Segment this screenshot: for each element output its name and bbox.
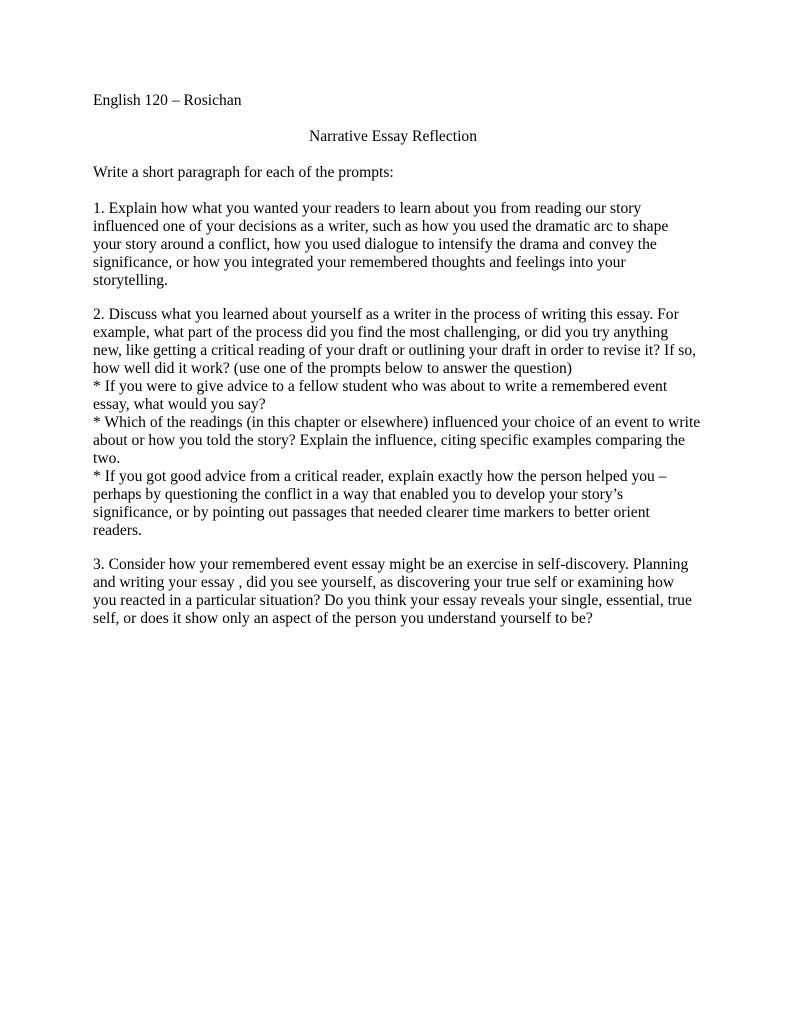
prompt-3-line: self, or does it show only an aspect of the person you understand yourself to be? — [93, 610, 593, 627]
prompt-2-bullet-line: readers. — [93, 522, 142, 539]
prompt-2-bullet-line: about or how you told the story? Explain the influence, citing specific examples comparing the — [93, 432, 685, 449]
prompt-2-bullet-line: * If you got good advice from a critical reader, explain exactly how the person helped you – — [93, 468, 667, 485]
prompt-3-line: and writing your essay , did you see yourself, as discovering your true self or examining how — [93, 574, 675, 591]
prompt-2-bullet-line: significance, or by pointing out passages that needed clearer time markers to better orient — [93, 504, 650, 521]
prompt-1-line: your story around a conflict, how you used dialogue to intensify the drama and convey the — [93, 236, 657, 253]
prompt-2-line: how well did it work? (use one of the prompts below to answer the question) — [93, 360, 572, 377]
prompt-1-paragraph — [93, 200, 703, 290]
instructions: Write a short paragraph for each of the prompts: — [93, 164, 394, 181]
course-heading: English 120 – Rosichan — [93, 92, 242, 109]
prompt-1-line: 1. Explain how what you wanted your readers to learn about you from reading our story — [93, 200, 642, 217]
prompt-2-line: new, like getting a critical reading of your draft or outlining your draft in order to revise it? If so, — [93, 342, 697, 359]
prompt-2-bullet-line: perhaps by questioning the conflict in a way that enabled you to develop your story’s — [93, 486, 624, 503]
prompt-2-bullet-line: two. — [93, 450, 121, 467]
prompt-2-paragraph — [93, 306, 703, 540]
prompt-1-line: influenced one of your decisions as a writer, such as how you used the dramatic arc to shape — [93, 218, 669, 235]
prompt-2-line: 2. Discuss what you learned about yourself as a writer in the process of writing this essay. For — [93, 306, 679, 323]
prompt-1-line: significance, or how you integrated your remembered thoughts and feelings into your — [93, 254, 626, 271]
prompt-2-bullet-line: essay, what would you say? — [93, 396, 266, 413]
page-title: Narrative Essay Reflection — [309, 128, 477, 145]
prompt-2-bullet-line: * Which of the readings (in this chapter or elsewhere) influenced your choice of an event to write — [93, 414, 701, 431]
prompt-2-line: example, what part of the process did you find the most challenging, or did you try anything — [93, 324, 669, 341]
prompt-3-paragraph — [93, 556, 703, 628]
prompt-3-line: you reacted in a particular situation? Do you think your essay reveals your single, essential, true — [93, 592, 692, 609]
prompt-1-line: storytelling. — [93, 272, 168, 289]
prompt-3-line: 3. Consider how your remembered event essay might be an exercise in self-discovery. Planning — [93, 556, 689, 573]
prompt-2-bullet-line: * If you were to give advice to a fellow student who was about to write a remembered event — [93, 378, 668, 395]
